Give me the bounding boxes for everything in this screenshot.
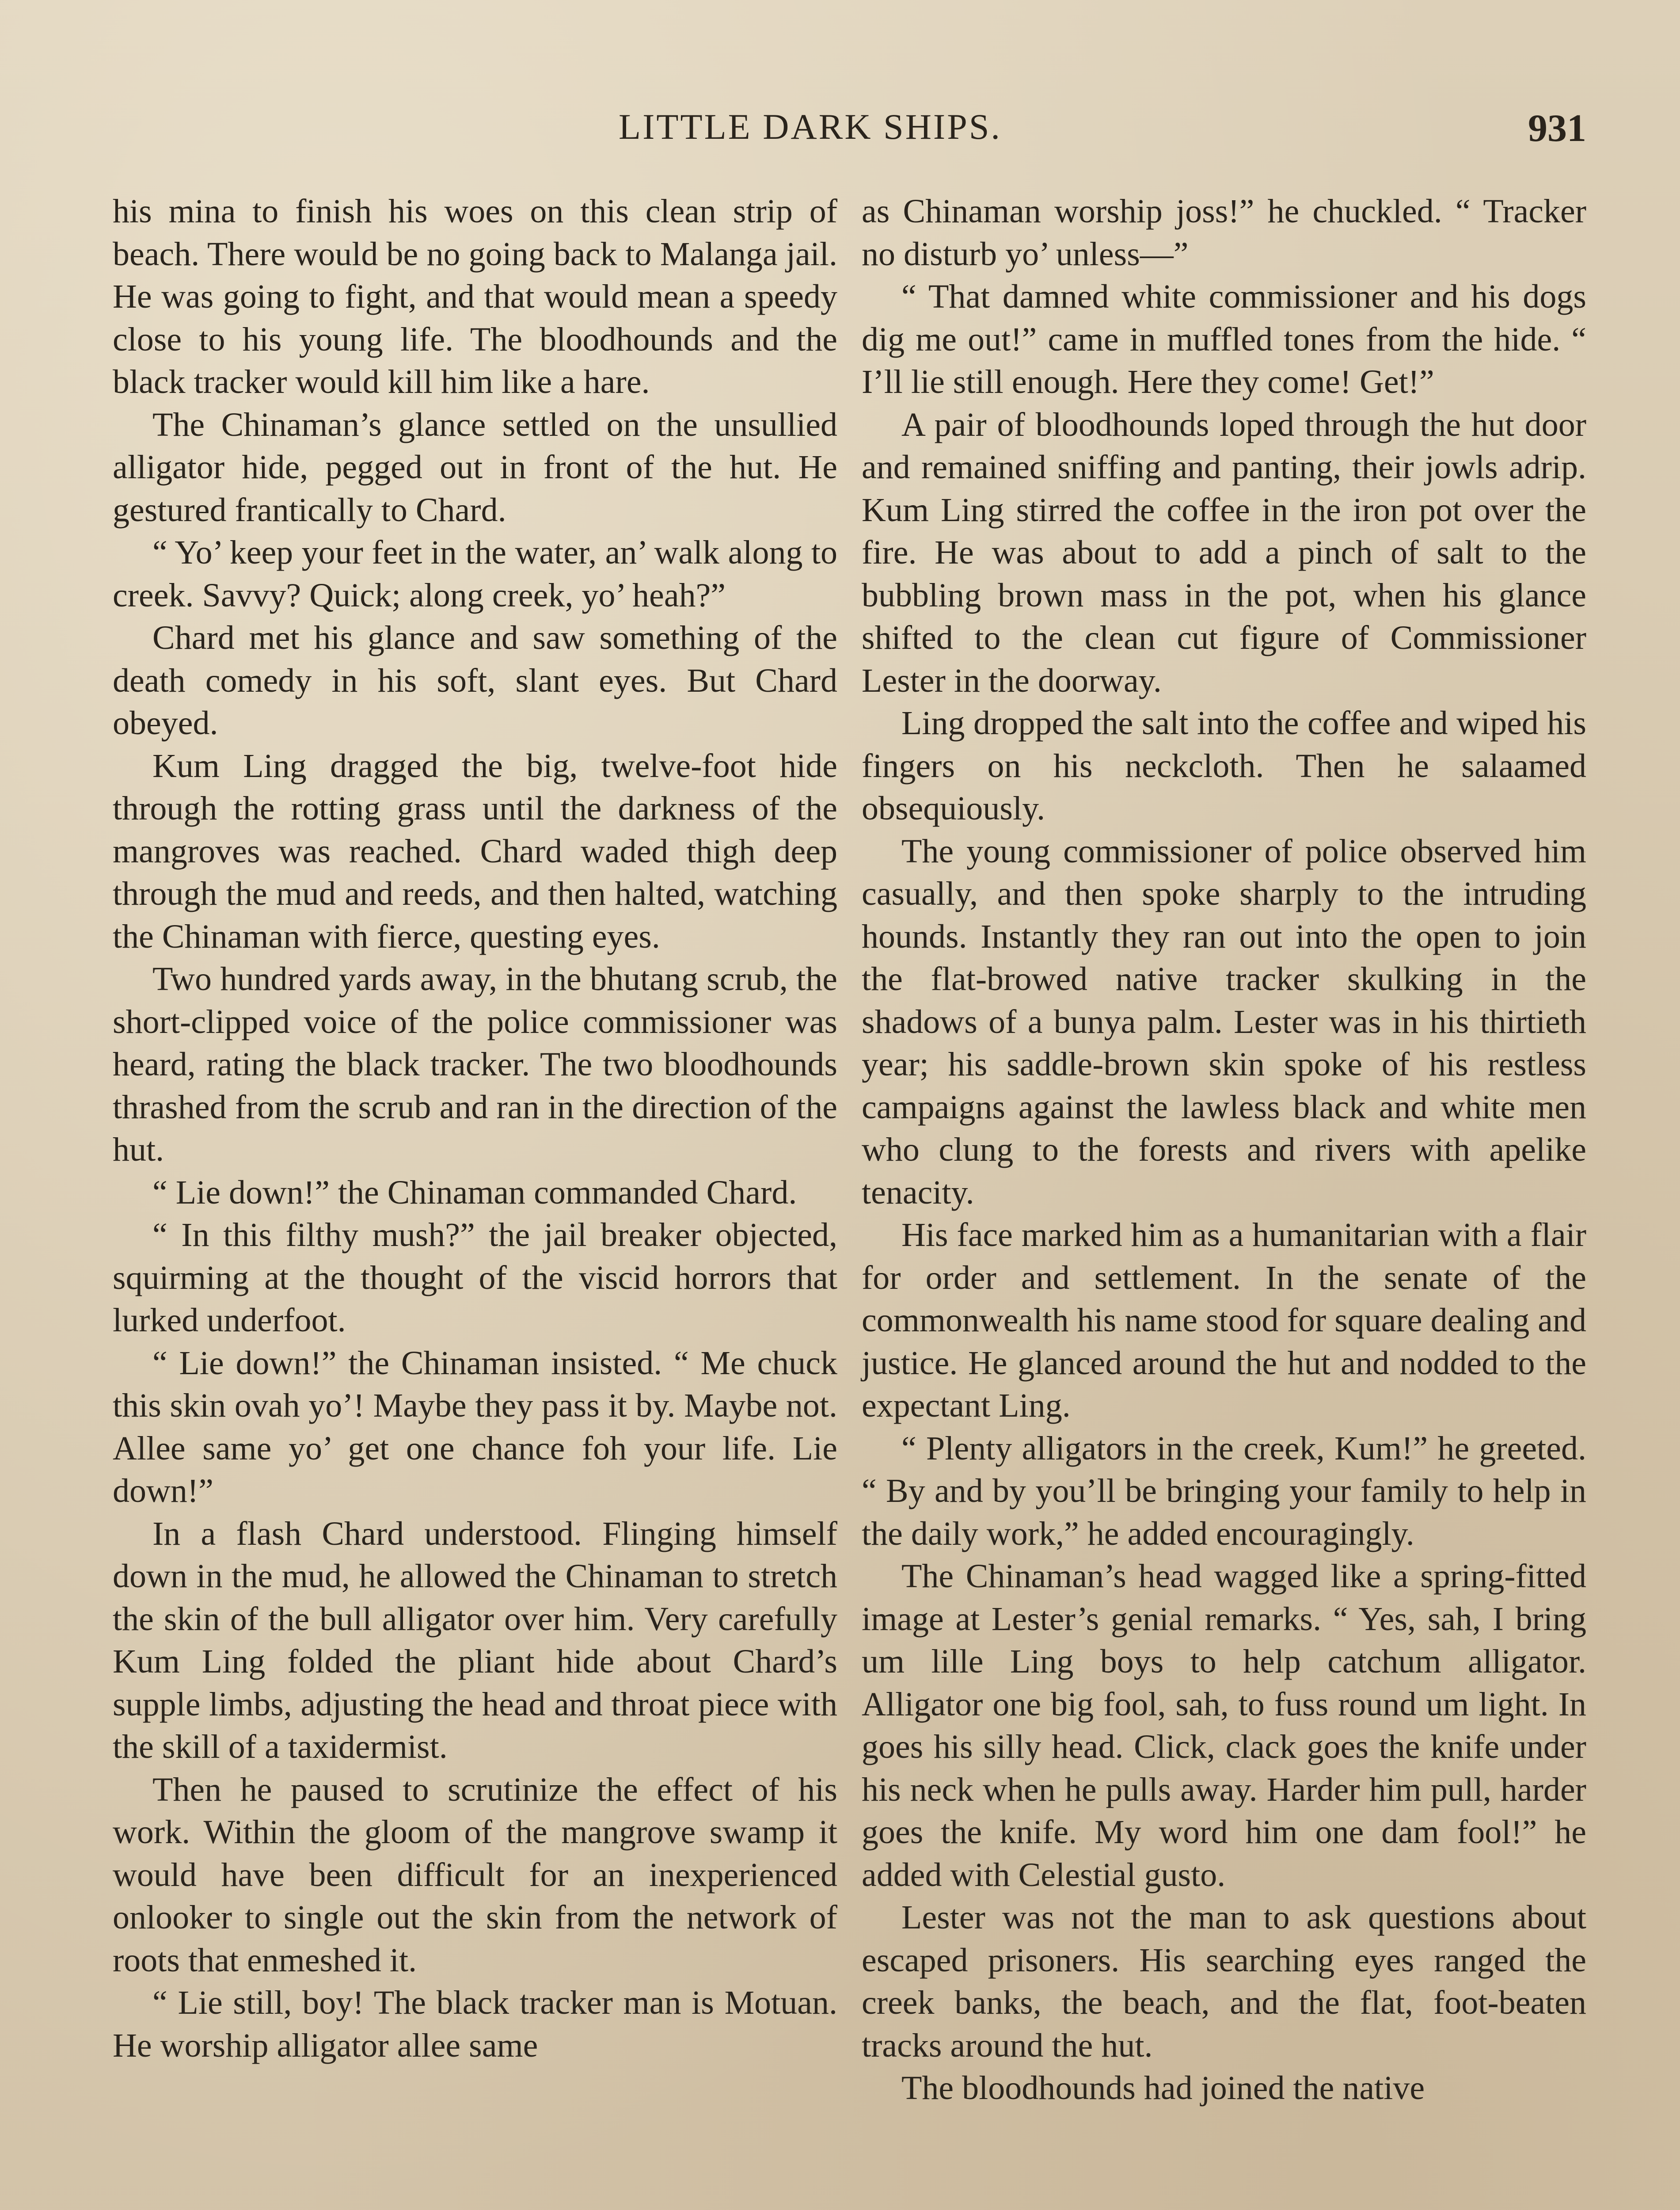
paragraph: Ling dropped the salt into the coffee and wiped his fingers on his neckcloth. Then he salaamed obsequiously.	[862, 705, 1586, 827]
paragraph: In a flash Chard understood. Flinging himself down in the mud, he allowed the Chinaman to stretch the skin of the bull alligator over him. Very carefully Kum Ling folded the pliant hide about Chard’s supple limbs, adjusting the head and throat piece with the skill of a taxidermist.	[113, 1515, 837, 1765]
paragraph: as Chinaman worship joss!” he chuckled. “ Tracker no disturb yo’ unless—”	[862, 193, 1586, 273]
paragraph: “ In this filthy mush?” the jail breaker objected, squirming at the thought of the viscid horrors that lurked underfoot.	[113, 1216, 837, 1339]
paragraph: The Chinaman’s head wagged like a spring-fitted image at Lester’s genial remarks. “ Yes, sah, I bring um lille Ling boys to help catchum alligator. Alligator one big fool, sah, to fuss round um light. In goes his silly head. Click, clack goes the knife under his neck when he pulls away. Harder him pull, harder goes the knife. My word him one dam fool!” he added with Celestial gusto.	[862, 1558, 1586, 1894]
paragraph: His face marked him as a humanitarian with a flair for order and settlement. In the senate of the commonwealth his name stood for square dealing and justice. He glanced around the hut and nodded to the expectant Ling.	[862, 1216, 1586, 1424]
paragraph: The Chinaman’s glance settled on the unsullied alligator hide, pegged out in front of the hut. He gestured frantically to Chard.	[113, 406, 837, 529]
paragraph: Then he paused to scrutinize the effect of his work. Within the gloom of the mangrove swamp it would have been difficult for an inexperienced onlooker to single out the skin from the network of roots that enmeshed it.	[113, 1771, 837, 1979]
running-title: LITTLE DARK SHIPS.	[619, 107, 1002, 147]
paragraph: The young commissioner of police observed him casually, and then spoke sharply to the intruding hounds. Instantly they ran out into the open to join the flat-browed native tracker skulking in the shadows of a bunya palm. Lester was in his thirtieth year; his saddle-brown skin spoke of his restless campaigns against the lawless black and white men who clung to the forests and rivers with apelike tenacity.	[862, 832, 1586, 1211]
paragraph: “ Lie down!” the Chinaman insisted. “ Me chuck this skin ovah yo’! Maybe they pass it by. Maybe not. Allee same yo’ get one chance foh your life. Lie down!”	[113, 1344, 837, 1509]
paragraph: The bloodhounds had joined the native	[901, 2069, 1425, 2107]
page-number: 931	[1528, 107, 1586, 150]
paragraph: “ Yo’ keep your feet in the water, an’ walk along to creek. Savvy? Quick; along creek, yo’ heah?”	[113, 534, 837, 614]
paragraph: A pair of bloodhounds loped through the hut door and remained sniffing and panting, their jowls adrip. Kum Ling stirred the coffee in the iron pot over the fire. He was about to add a pinch of salt to the bubbling brown mass in the pot, when his glance shifted to the clean cut figure of Commissioner Lester in the doorway.	[862, 406, 1586, 699]
paragraph: Lester was not the man to ask questions about escaped prisoners. His searching eyes ranged the creek banks, the beach, and the flat, foot-beaten tracks around the hut.	[862, 1899, 1586, 2064]
paragraph: Chard met his glance and saw something of the death comedy in his soft, slant eyes. But Chard obeyed.	[113, 619, 837, 742]
paragraph: Kum Ling dragged the big, twelve-foot hide through the rotting grass until the darkness of the mangroves was reached. Chard waded thigh deep through the mud and reeds, and then halted, watching the Chinaman with fierce, questing eyes.	[113, 747, 837, 955]
paragraph: “ Plenty alligators in the creek, Kum!” he greeted. “ By and by you’ll be bringing your family to help in the daily work,” he added encouragingly.	[862, 1429, 1586, 1552]
page-header	[0, 106, 1680, 164]
paragraph: “ That damned white commissioner and his dogs dig me out!” came in muffled tones from the hide. “ I’ll lie still enough. Here they come! Get!”	[862, 278, 1586, 400]
paragraph: Two hundred yards away, in the bhutang scrub, the short-clipped voice of the police commissioner was heard, rating the black tracker. The two bloodhounds thrashed from the scrub and ran in the direction of the hut.	[113, 960, 837, 1168]
right-text-column	[862, 190, 1586, 2110]
paragraph: “ Lie still, boy! The black tracker man is Motuan. He worship alligator allee same	[113, 1984, 837, 2064]
paragraph: his mina to finish his woes on this clean strip of beach. There would be no going back to Malanga jail. He was going to fight, and that would mean a speedy close to his young life. The bloodhounds and the black tracker would kill him like a hare.	[113, 193, 837, 400]
left-text-column	[113, 190, 837, 2067]
paragraph: “ Lie down!” the Chinaman commanded Chard.	[152, 1174, 797, 1211]
